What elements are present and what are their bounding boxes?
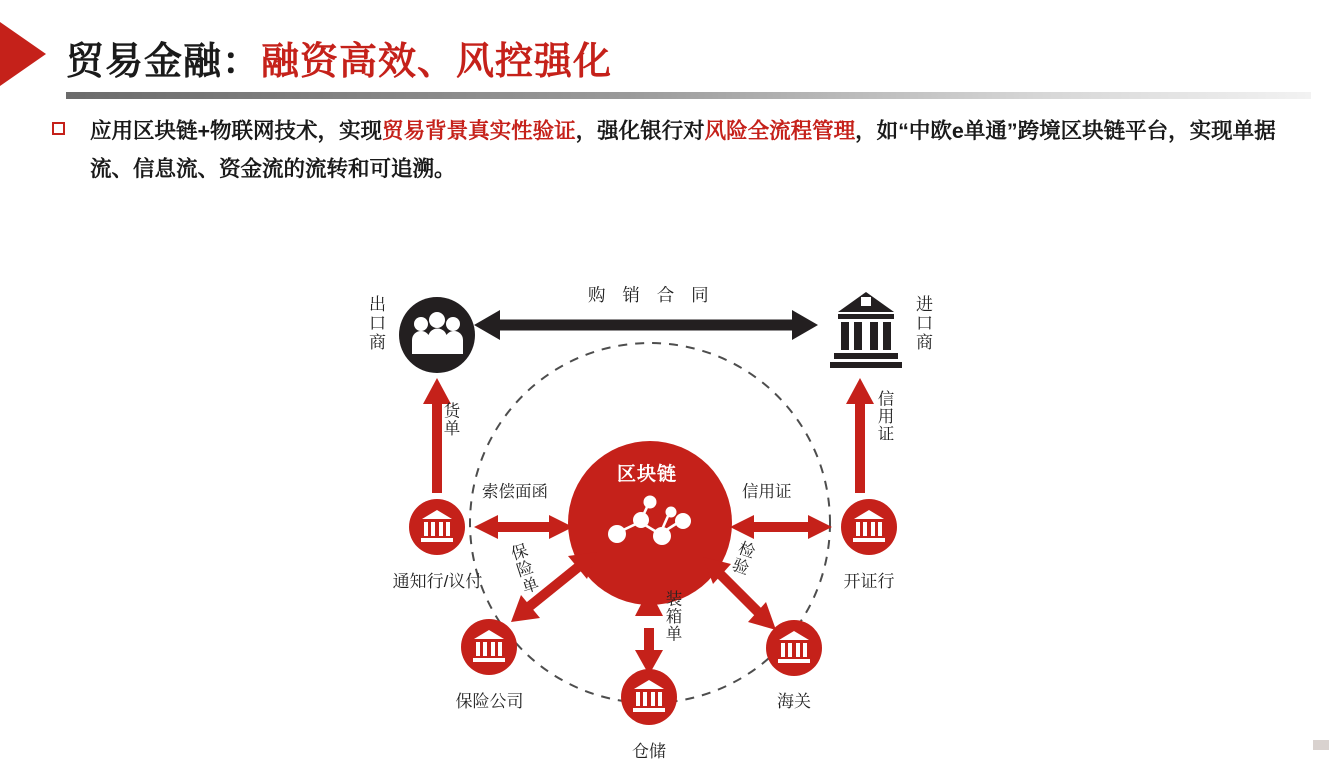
- insurance-node-icon: [461, 619, 517, 675]
- page-title-red: 融资高效、风控强化: [261, 41, 613, 83]
- bullet-highlight-2: 风险全流程管理: [704, 119, 856, 143]
- warehouse-label: 仓储: [632, 742, 666, 761]
- slide-title-bar: [0, 18, 1335, 88]
- issuing-bank-node-icon: [841, 499, 897, 555]
- advising-bank-node-icon: [409, 499, 465, 555]
- bullet-text: [90, 112, 1302, 188]
- flow-label-contract: 购 销 合 同: [588, 285, 715, 305]
- page-title: [66, 40, 612, 84]
- bullet-square-icon: [52, 122, 65, 135]
- corner-mark: [1313, 740, 1329, 750]
- bullet-block: [52, 112, 1302, 188]
- flow-label-goods-bill: 货单: [441, 402, 459, 437]
- bullet-seg-2: ，强化银行对: [575, 119, 705, 143]
- bullet-seg-3: ，如“中欧e单通”跨境区块链平台，实现单据流、信息流、资金流的流转和可追溯。: [90, 119, 1276, 181]
- flow-label-insurance-policy: 保险单: [506, 541, 540, 597]
- flow-arrow-letter-of-credit: [846, 378, 874, 493]
- bank-building-icon: [830, 292, 902, 368]
- warehouse-node-icon: [621, 669, 677, 725]
- bullet-seg-1: 应用区块链+物联网技术，实现: [90, 119, 383, 143]
- title-underline: [66, 92, 1311, 99]
- flow-arrow-lc-chain: [730, 515, 832, 539]
- flow-label-inspection: 检验: [727, 537, 757, 578]
- importer-label: 进口商: [913, 295, 932, 352]
- flow-label-letter-of-credit: 信用证: [875, 390, 893, 443]
- trade-finance-diagram: [0, 250, 1335, 761]
- exporter-label: 出口商: [366, 295, 385, 352]
- insurance-label: 保险公司: [455, 692, 524, 711]
- blockchain-center-label: 区块链: [617, 464, 678, 485]
- title-arrow-icon: [0, 22, 46, 86]
- flow-label-packing-list: 装箱单: [663, 590, 681, 643]
- issuing-bank-label: 开证行: [843, 572, 895, 591]
- flow-arrow-contract: [474, 310, 818, 340]
- flow-arrow-claim-letter: [474, 515, 573, 539]
- people-group-icon: [412, 312, 463, 354]
- flow-label-lc-chain: 信用证: [742, 483, 792, 501]
- advising-bank-label: 通知行/议付: [392, 572, 483, 591]
- bullet-highlight-1: 贸易背景真实性验证: [382, 119, 576, 143]
- page-title-black: 贸易金融：: [66, 41, 262, 83]
- customs-label: 海关: [777, 692, 811, 711]
- diagram-canvas: [0, 250, 1335, 754]
- flow-label-claim-letter: 索偿面函: [482, 483, 548, 501]
